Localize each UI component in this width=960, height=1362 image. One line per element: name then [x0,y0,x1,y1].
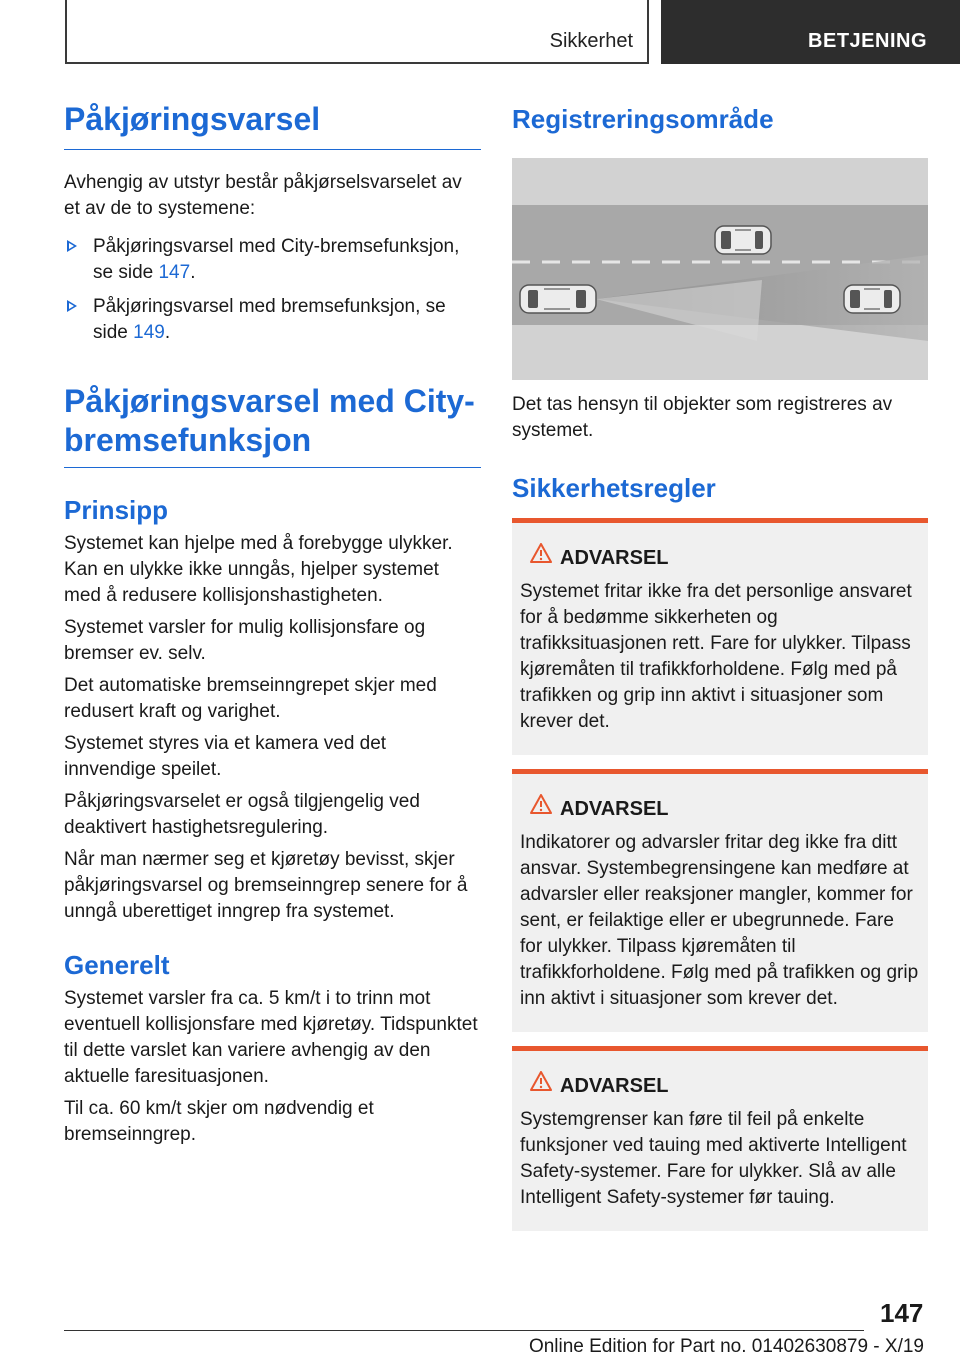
car-icon [520,285,596,313]
car-icon [844,285,900,313]
warning-triangle-icon [530,543,552,563]
header-section-label: Sikkerhet [549,30,633,52]
intro-text: Avhengig av utstyr består påkjørselsvarselet av et av de to systemene: [64,172,462,219]
header-chapter-tab [661,0,960,64]
paragraph: Systemet varsler for mulig kollisjonsfare og bremser ev. selv. [64,617,426,664]
page-number: 147 [880,1298,924,1328]
system-list [64,234,481,346]
heading-generelt: Generelt [64,950,170,980]
triangle-bullet-icon [67,240,77,252]
left-column [64,100,481,1148]
warning-title-row [520,796,920,824]
warning-text: Indikatorer og advarsler fritar deg ikke fra ditt ansvar. Systembegrensingene kan medføre at advarsler eller reaksjoner mangler, kommer for sent, er feilaktige eller er ubegrunnede. Fare for ulykker. Tilpass kjøremåten til trafikkforholdene. Følg med på trafikken og grip inn aktivt i situasjoner som krever det. [520,832,919,1009]
warning-box [512,1046,928,1231]
paragraph: Det automatiske bremseinngrepet skjer med redusert kraft og varighet. [64,675,437,722]
car-icon [715,226,771,254]
right-column [512,100,928,1231]
list-item-text: Påkjøringsvarsel med bremsefunksjon, se side [93,296,446,343]
paragraph: Påkjøringsvarselet er også tilgjengelig ved deaktivert hastighetsregulering. [64,791,420,838]
paragraph: Til ca. 60 km/t skjer om nødvendig et bremseinngrep. [64,1098,374,1145]
title-city-brake: Påkjøringsvarsel med City-bremsefunksjon [64,382,481,468]
warning-text: Systemgrenser kan føre til feil på enkelte funksjoner ved tauing med aktiverte Intelligent Safety-systemer. Fare for ulykker. Slå av alle Intelligent Safety-systemer før tauing. [520,1109,907,1208]
footer-divider [64,1330,864,1331]
triangle-bullet-icon [67,300,77,312]
list-item: Påkjøringsvarsel med City-bremsefunksjon, se side 147. [64,234,481,286]
warning-box [512,518,928,755]
warning-text: Systemet fritar ikke fra det personlige ansvaret for å bedømme sikkerheten og trafikksituasjonen rett. Fare for ulykker. Tilpass kjøremåten til trafikkforholdene. Følg med på trafikken og grip inn aktivt i situasjoner som krever det. [520,581,912,732]
page-ref-link[interactable]: 147 [158,262,191,283]
paragraph: Det tas hensyn til objekter som registreres av systemet. [512,394,893,441]
detection-area-illustration [512,158,928,380]
warning-triangle-icon [530,1071,552,1091]
paragraph: Systemet kan hjelpe med å forebygge ulykker. Kan en ulykke ikke unngås, hjelper systemet med å redusere kollisjonshastigheten. [64,533,453,606]
road-illustration [512,158,928,380]
warning-title-row [520,1073,920,1101]
heading-sikkerhetsregler: Sikkerhetsregler [512,473,716,503]
footer-edition: Online Edition for Part no. 01402630879 - X/19 [528,1336,924,1357]
list-item: Påkjøringsvarsel med bremsefunksjon, se side 149. [64,294,481,346]
paragraph: Systemet styres via et kamera ved det innvendige speilet. [64,733,387,780]
heading-registreringsomrade: Registreringsområde [512,104,774,134]
warning-triangle-icon [530,794,552,814]
warning-title-row [520,545,920,573]
warning-title: ADVARSEL [560,547,669,569]
warning-title: ADVARSEL [560,798,669,820]
warning-box [512,769,928,1032]
paragraph: Systemet varsler fra ca. 5 km/t i to trinn mot eventuell kollisjonsfare med kjøretøy. Tidspunktet til dette varslet kan variere avhengig av den aktuelle faresituasjonen. [64,988,478,1087]
warning-title: ADVARSEL [560,1075,669,1097]
page-ref-link[interactable]: 149 [133,322,165,343]
header-section-tab [65,0,649,64]
title-pakjoringsvarsel: Påkjøringsvarsel [64,100,481,150]
header-chapter-label: BETJENING [808,30,927,52]
paragraph: Når man nærmer seg et kjøretøy bevisst, skjer påkjøringsvarsel og bremseinngrep senere for å unngå uberettiget inngrep fra systemet. [64,849,468,922]
heading-prinsipp: Prinsipp [64,495,169,525]
list-item-text: Påkjøringsvarsel med City-bremsefunksjon, se side [93,236,460,283]
